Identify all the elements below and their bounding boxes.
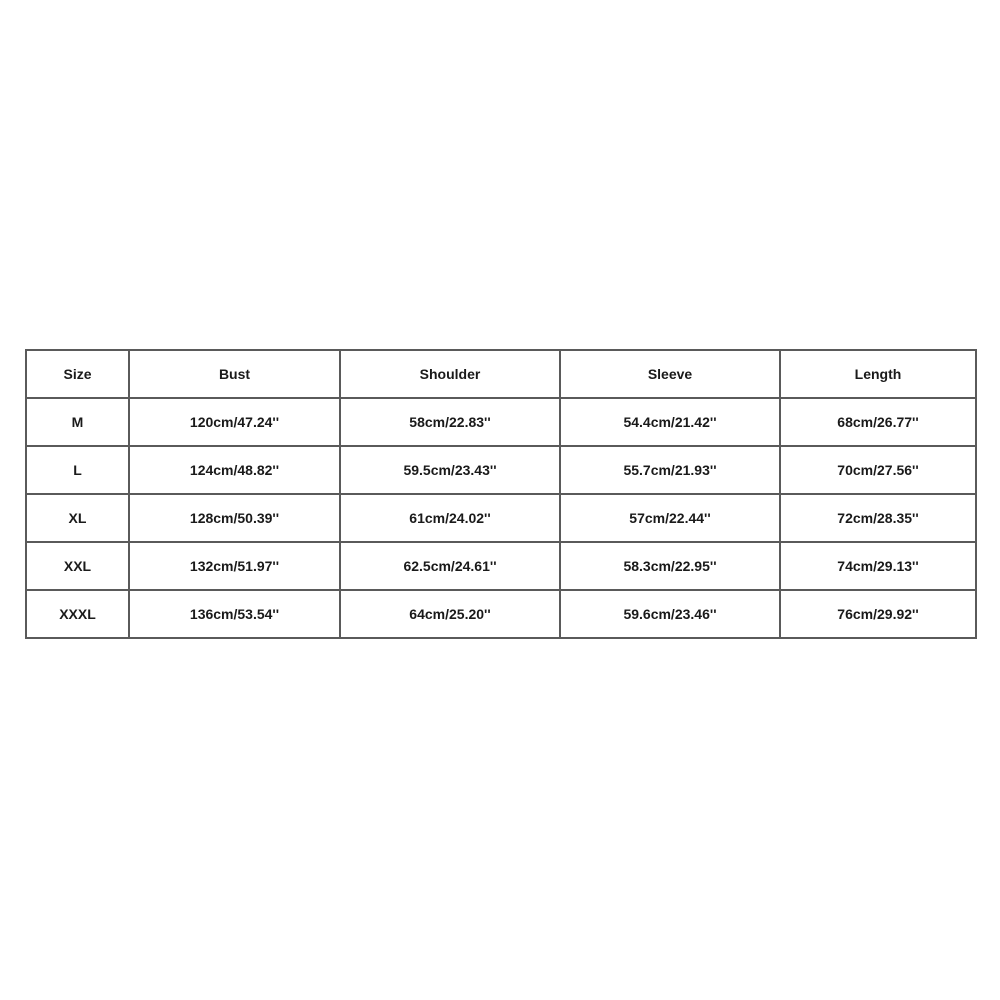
shoulder-cell: 64cm/25.20'' (340, 590, 560, 638)
header-shoulder: Shoulder (340, 350, 560, 398)
sleeve-cell: 55.7cm/21.93'' (560, 446, 780, 494)
bust-cell: 136cm/53.54'' (129, 590, 340, 638)
length-cell: 72cm/28.35'' (780, 494, 976, 542)
shoulder-cell: 61cm/24.02'' (340, 494, 560, 542)
bust-cell: 120cm/47.24'' (129, 398, 340, 446)
length-cell: 76cm/29.92'' (780, 590, 976, 638)
length-cell: 70cm/27.56'' (780, 446, 976, 494)
bust-cell: 124cm/48.82'' (129, 446, 340, 494)
table-row (26, 542, 976, 590)
table-row (26, 446, 976, 494)
size-cell: L (26, 446, 129, 494)
table-row (26, 590, 976, 638)
bust-cell: 132cm/51.97'' (129, 542, 340, 590)
sleeve-cell: 57cm/22.44'' (560, 494, 780, 542)
table-row (26, 398, 976, 446)
table-header-row (26, 350, 976, 398)
header-length: Length (780, 350, 976, 398)
size-cell: XL (26, 494, 129, 542)
header-bust: Bust (129, 350, 340, 398)
shoulder-cell: 62.5cm/24.61'' (340, 542, 560, 590)
size-chart-table (25, 349, 977, 639)
header-size: Size (26, 350, 129, 398)
length-cell: 74cm/29.13'' (780, 542, 976, 590)
sleeve-cell: 54.4cm/21.42'' (560, 398, 780, 446)
table-row (26, 494, 976, 542)
size-cell: M (26, 398, 129, 446)
size-cell: XXL (26, 542, 129, 590)
bust-cell: 128cm/50.39'' (129, 494, 340, 542)
length-cell: 68cm/26.77'' (780, 398, 976, 446)
shoulder-cell: 58cm/22.83'' (340, 398, 560, 446)
size-cell: XXXL (26, 590, 129, 638)
sleeve-cell: 59.6cm/23.46'' (560, 590, 780, 638)
shoulder-cell: 59.5cm/23.43'' (340, 446, 560, 494)
header-sleeve: Sleeve (560, 350, 780, 398)
sleeve-cell: 58.3cm/22.95'' (560, 542, 780, 590)
